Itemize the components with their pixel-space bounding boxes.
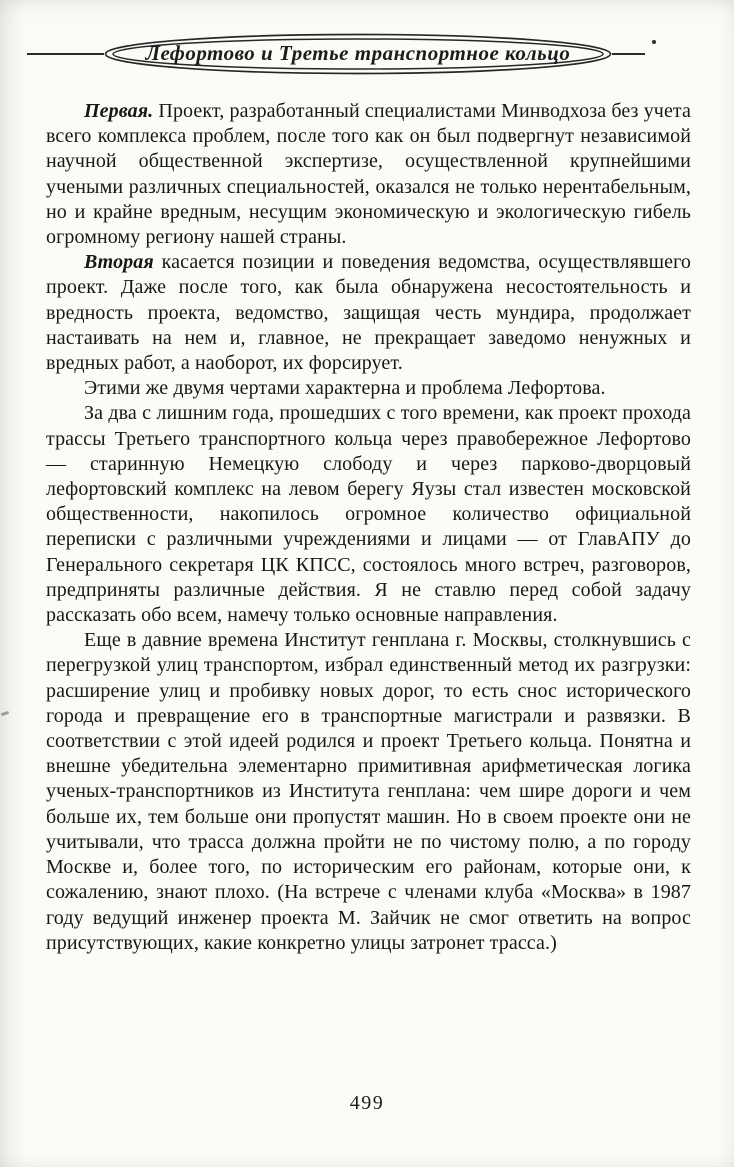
header-rule-right	[612, 53, 645, 55]
scan-artifact	[1, 711, 10, 716]
paragraph-lead-word: Вторая	[84, 251, 154, 274]
page-number: 499	[349, 1092, 385, 1114]
header-rule-left	[27, 53, 104, 55]
body-text	[46, 99, 691, 956]
header-ornament-frame	[103, 33, 613, 75]
paragraph-text: касается позиции и поведения ведомства, осуществлявшего проект. Даже после того, как была обнаружена несостоятельность и вредность проекта, ведомство, защищая честь мундира, продолжает настаивать на нем и, главное, не прекращает заведомо ненужных и вредных работ, а наоборот, их форсирует.	[46, 251, 691, 375]
chapter-title: Лефортово и Третье транспортное кольцо	[145, 40, 571, 65]
paragraph-text: Еще в давние времена Институт генплана г. Москвы, столкнувшись с перегрузкой улиц транспортом, избрал единственный метод их разгрузки: расширение улиц и пробивку новых дорог, то есть снос исторического города и превращение его в транспортные магистрали и развязки. В соответствии с этой идеей родился и проект Третьего кольца. Понятна и внешне убедительна элементарно примитивная арифметическая логика ученых-транспортников из Института генплана: чем шире дороги и чем больше их, тем больше они пропустят машин. Но в своем проекте они не учитывали, что трасса должна пройти не по чистому полю, а по городу Москве и, более того, по историческим его районам, которые они, к сожалению, знают плохо. (На встрече с членами клуба «Москва» в 1987 году ведущий инженер проекта М. Зайчик не смог ответить на вопрос присутствующих, какие конкретно улицы затронет трасса.)	[46, 629, 691, 954]
header-dot	[652, 40, 656, 44]
paragraph-text: Этими же двумя чертами характерна и проблема Лефортова.	[84, 377, 606, 400]
paragraph	[46, 250, 691, 376]
paragraph-text: Проект, разработанный специалистами Минводхоза без учета всего комплекса проблем, после того как он был подвергнут независимой научной общественной экспертизе, осуществленной крупнейшими учеными различных специальностей, оказался не только нерентабельным, но и крайне вредным, несущим экономическую и экологическую гибель огромному региону нашей страны.	[46, 100, 691, 249]
paragraph	[46, 376, 691, 401]
paragraph	[46, 99, 691, 250]
paragraph	[46, 628, 691, 956]
paragraph-text: За два с лишним года, прошедших с того времени, как проект прохода трассы Третьего транспортного кольца через правобережное Лефортово — старинную Немецкую слободу и через парково-дворцовый лефортовский комплекс на левом берегу Яузы стал известен московской общественности, накопилось огромное количество официальной переписки с различными учреждениями и лицами — от ГлавАПУ до Генерального секретаря ЦК КПСС, состоялось много встреч, разговоров, предприняты различные действия. Я не ставлю перед собой задачу рассказать обо всем, намечу только основные направления.	[46, 402, 691, 627]
chapter-header	[0, 33, 734, 75]
paragraph-lead-word: Первая.	[84, 100, 154, 122]
paragraph	[46, 401, 691, 628]
